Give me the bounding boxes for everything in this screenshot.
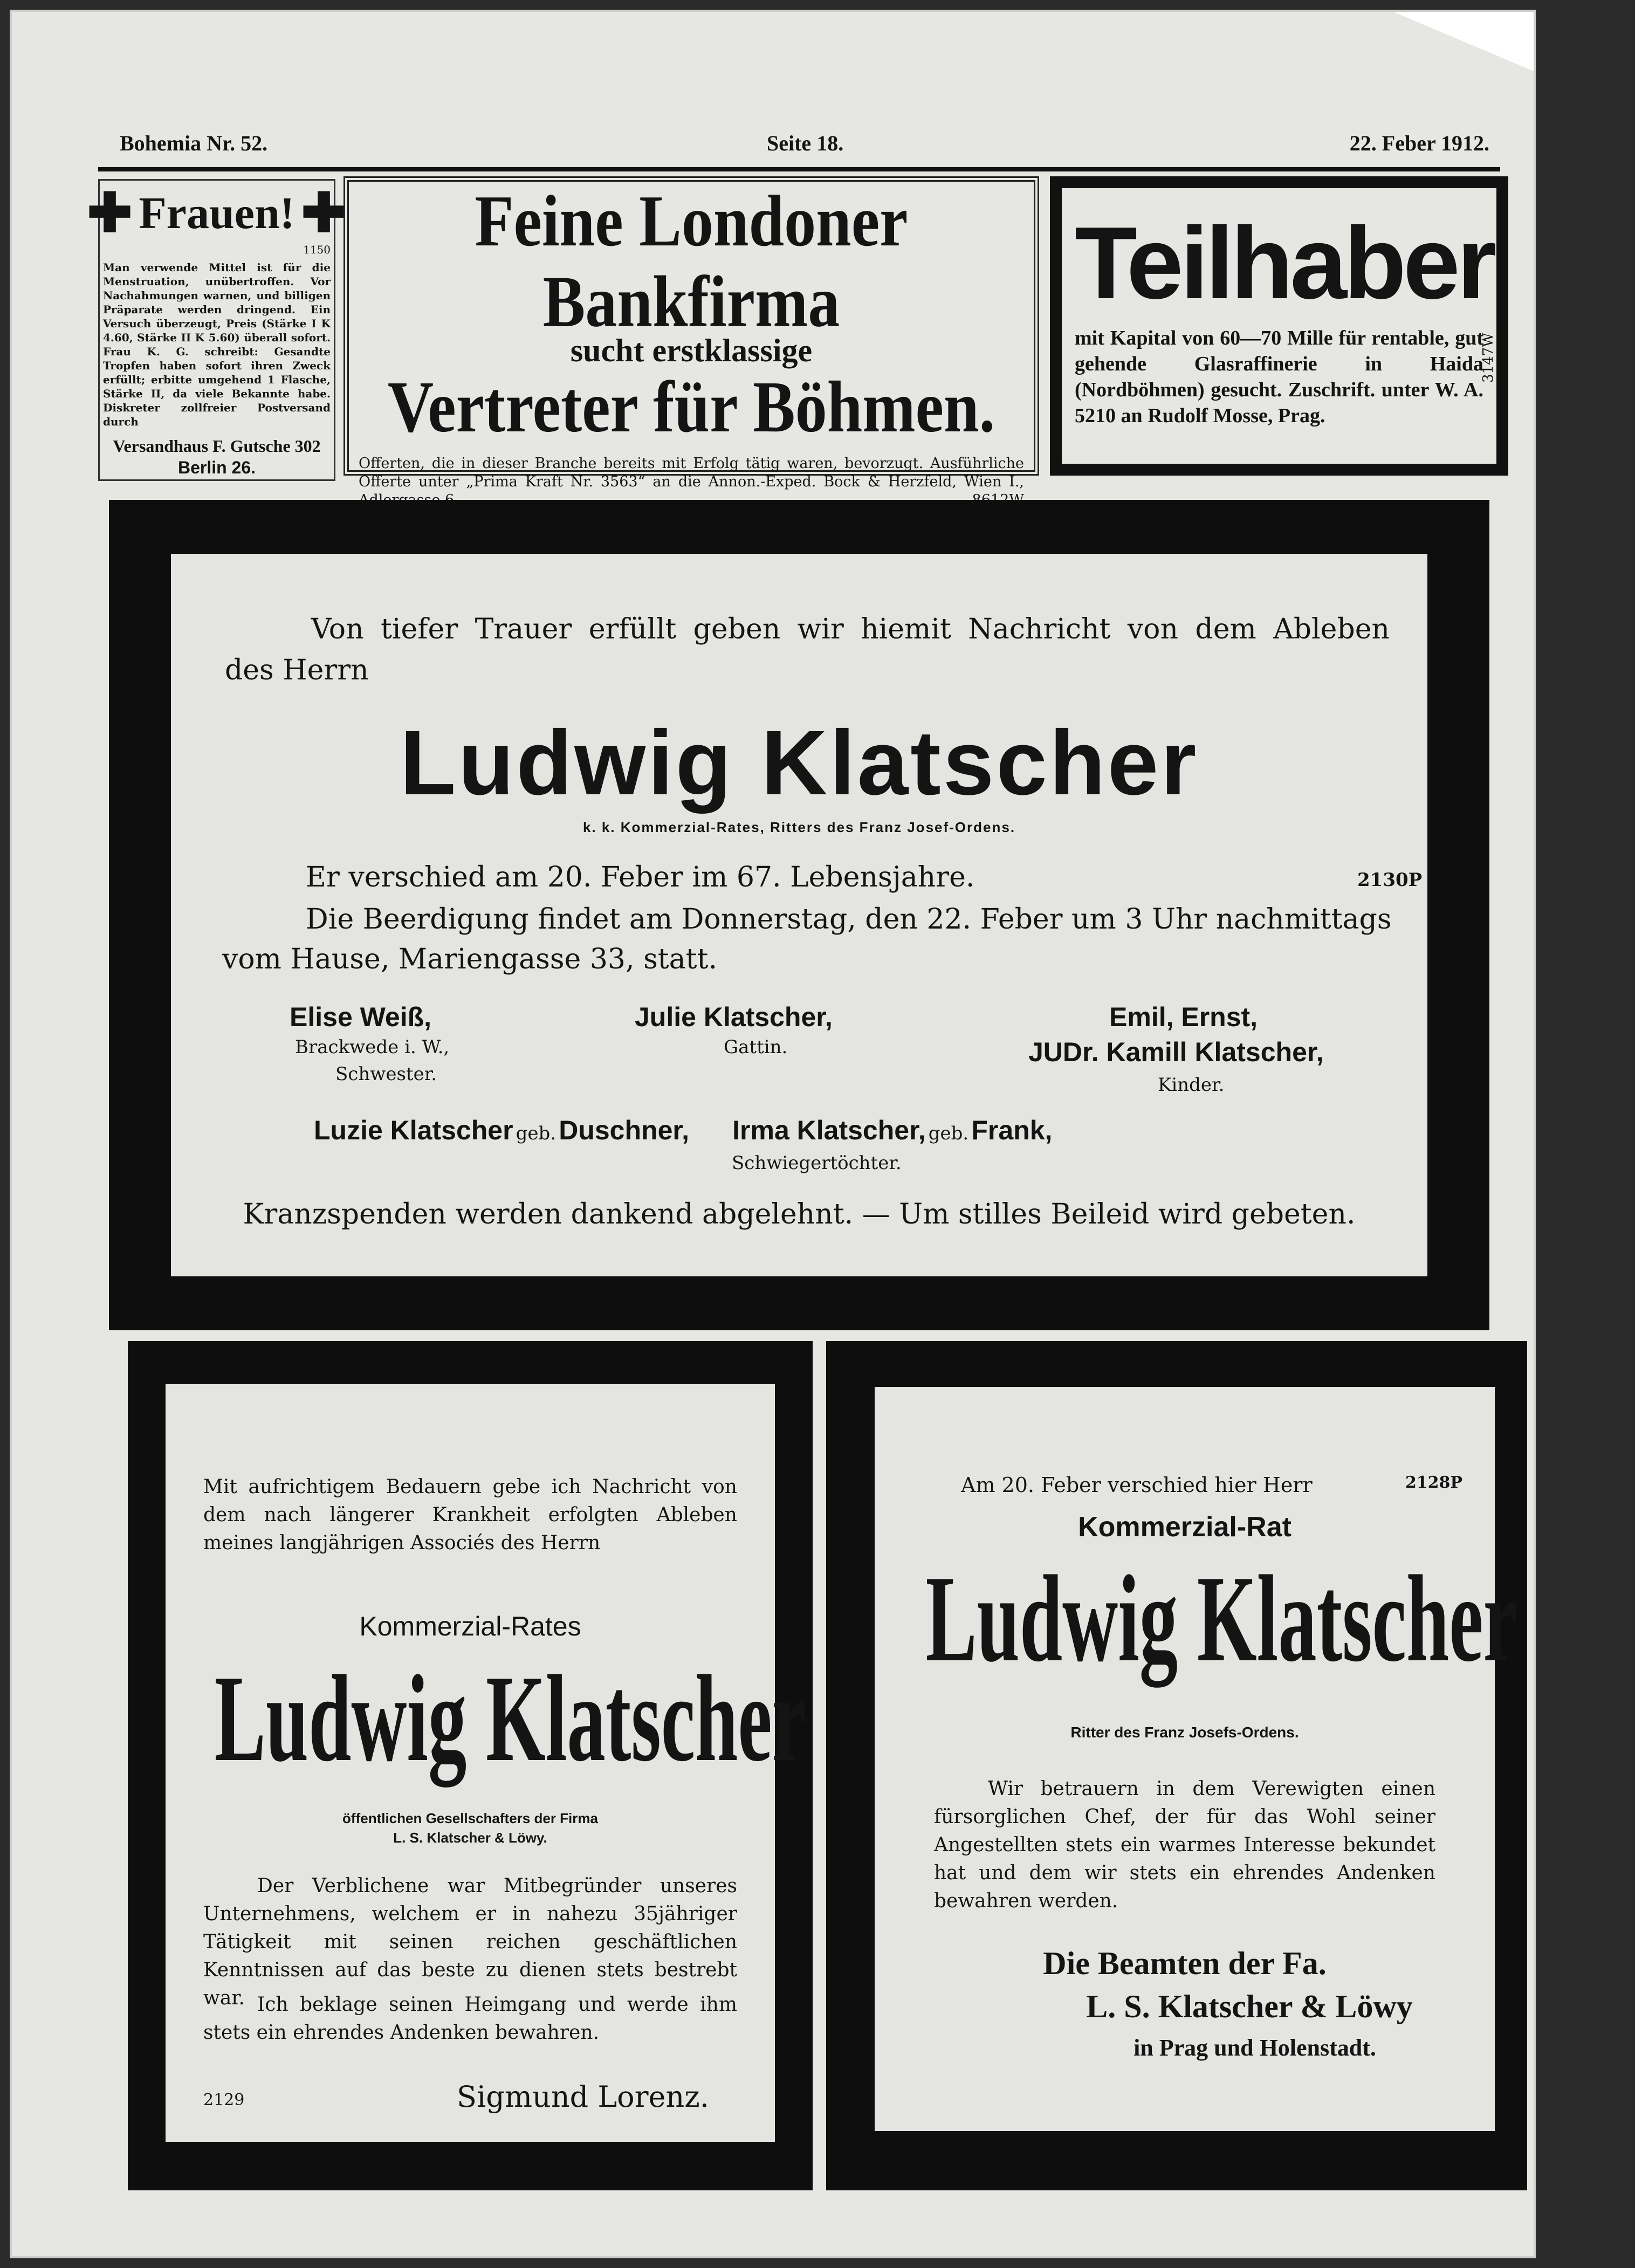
beamten-rank: Kommerzial-Rat (1078, 1511, 1291, 1543)
obituary-main (109, 500, 1489, 1330)
lorenz-name: Ludwig Klatscher (214, 1650, 806, 1787)
obituary-intro: Von tiefer Trauer erfüllt geben wir hiemit Nachricht von dem Ableben (311, 613, 1390, 645)
lorenz-body-2: Ich beklage seinen Heimgang und werde ihm stets ein ehrendes Andenken bewahren. (203, 1994, 737, 2044)
lorenz-signature: Sigmund Lorenz. (457, 2080, 709, 2114)
header-page-number: Seite 18. (767, 131, 844, 155)
ad-bank-line1: Feine Londoner Bankfirma (475, 180, 908, 342)
page-header (120, 130, 1489, 157)
lorenz-body: Der Verblichene war Mitbegründer unseres Unternehmens, welchem er in nahezu 35jähriger Tätigkeit mit seinen reichen geschäftlichen Kenntnissen auf das beste zu dienen stets bestrebt war. (203, 1875, 737, 2009)
mourner-julie: Julie Klatscher, (635, 1002, 833, 1032)
ad-frauen (87, 179, 347, 481)
ad-bank-line2: sucht erstklassige (570, 333, 813, 368)
ad-teilhaber-body: mit Kapital von 60—70 Mille für rentable, gut gehende Glasraffinerie in Haida (Nordböhmen) gesucht. Zuschrift. unter W. A. 5210 an Rudolf Mosse, Prag. (1075, 327, 1483, 427)
lorenz-intro: Mit aufrichtigem Bedauern gebe ich Nachricht von dem nach längerer Krankheit erfolgten Ableben meines langjährigen Associés des Herrn (203, 1476, 737, 1554)
ad-teilhaber (1050, 176, 1508, 476)
obituary-code: 2130P (1357, 869, 1423, 891)
ad-frauen-body: Man verwende Mittel ist für die Menstruation, unübertroffen. Vor Nachahmungen warnen, und billigen Präparate werden dringend. Ein Versuch überzeugt, Preis (Stärke I K 4.60, Stärke II K 5.60) überall sofort. Frau K. G. schreibt: Gesandte Tropfen haben sofort ihren Zweck erfüllt; erbitte umgehend 1 Flasche, Stärke II, da viele Bekannte habe. Diskreter zollfreier Postversand durch (103, 261, 331, 428)
cross-icon: ✚ (301, 183, 347, 243)
obituary-lorenz (128, 1341, 813, 2190)
obituary-funeral: Die Beerdigung findet am Donnerstag, den 22. Feber um 3 Uhr nachmittags (306, 903, 1392, 936)
mourner-sons: Emil, Ernst, (1109, 1002, 1258, 1032)
beamten-code: 2128P (1405, 1473, 1462, 1492)
beamten-order: Ritter des Franz Josefs-Ordens. (1070, 1724, 1299, 1741)
obituary-died: Er verschied am 20. Feber im 67. Lebensjahre. (306, 861, 975, 894)
mourner-sons-2: JUDr. Kamill Klatscher, (1028, 1037, 1324, 1067)
ad-bank-line3: Vertreter für Böhmen. (387, 366, 995, 448)
obituary-name: Ludwig Klatscher (400, 712, 1199, 814)
cross-icon: ✚ (87, 183, 133, 243)
ad-bank (344, 176, 1039, 490)
header-issue: Bohemia Nr. 52. (120, 131, 268, 155)
torn-page-corner (1393, 12, 1534, 71)
beamten-name: Ludwig Klatscher (925, 1550, 1517, 1687)
ad-bank-body: Offerten, die in dieser Branche bereits mit Erfolg tätig waren, bevorzugt. Ausführliche Offerte unter „Prima Kraft Nr. 3563“ an die Annon.-Exped. Bock & Herzfeld, Wien I., (359, 455, 1024, 490)
mourner-elise-role: Schwester. (335, 1063, 437, 1085)
obituary-closing: Kranzspenden werden dankend abgelehnt. — Um stilles Beileid wird gebeten. (243, 1198, 1356, 1231)
ad-teilhaber-title: Teilhaber (1075, 206, 1494, 320)
newspaper-page (10, 10, 1536, 2258)
mourner-elise: Elise Weiß, (290, 1002, 432, 1032)
obituary-funeral-2: vom Hause, Mariengasse 33, statt. (222, 943, 717, 975)
lorenz-rank: Kommerzial-Rates (359, 1611, 581, 1641)
obituary-beamten (826, 1341, 1527, 2190)
obituary-intro-2: des Herrn (225, 654, 369, 686)
lorenz-firm: öffentlichen Gesellschafters der Firma (342, 1810, 598, 1826)
obituary-title: k. k. Kommerzial-Rates, Ritters des Franz Josef-Ordens. (582, 819, 1016, 835)
mourner-elise-place: Brackwede i. W., (295, 1036, 450, 1058)
header-rule (98, 167, 1500, 171)
lorenz-firm-2: L. S. Klatscher & Löwy. (393, 1830, 547, 1846)
mourner-daughters: Luzie Klatscher geb. Duschner, Irma Klatscher, geb. Frank, (314, 1115, 1053, 1145)
beamten-body: Wir betrauern in dem Verewigten einen fürsorglichen Chef, der für das Wohl seiner Angestellten stets ein warmes Interesse bekundet hat und dem wir stets ein ehrendes Andenken bewahren werden. (934, 1778, 1435, 1912)
mourner-julie-role: Gattin. (724, 1036, 788, 1058)
mourner-sons-role: Kinder. (1158, 1074, 1225, 1096)
ad-frauen-footer: Versandhaus F. Gutsche 302 Berlin 26. (113, 436, 321, 477)
beamten-intro: Am 20. Feber verschied hier Herr (961, 1473, 1313, 1497)
ad-frauen-title: Frauen! (139, 188, 295, 238)
beamten-sign: Die Beamten der Fa. (1043, 1946, 1327, 1981)
beamten-sign-3: in Prag und Holenstadt. (1133, 2035, 1376, 2061)
mourner-daughters-role: Schwiegertöchter. (732, 1152, 902, 1174)
header-date: 22. Feber 1912. (1349, 131, 1489, 155)
beamten-sign-2: L. S. Klatscher & Löwy (1086, 1989, 1413, 2024)
lorenz-code: 2129 (203, 2091, 245, 2109)
ad-teilhaber-code: 3147W (1480, 333, 1496, 383)
ad-frauen-code: 1150 (303, 243, 331, 256)
